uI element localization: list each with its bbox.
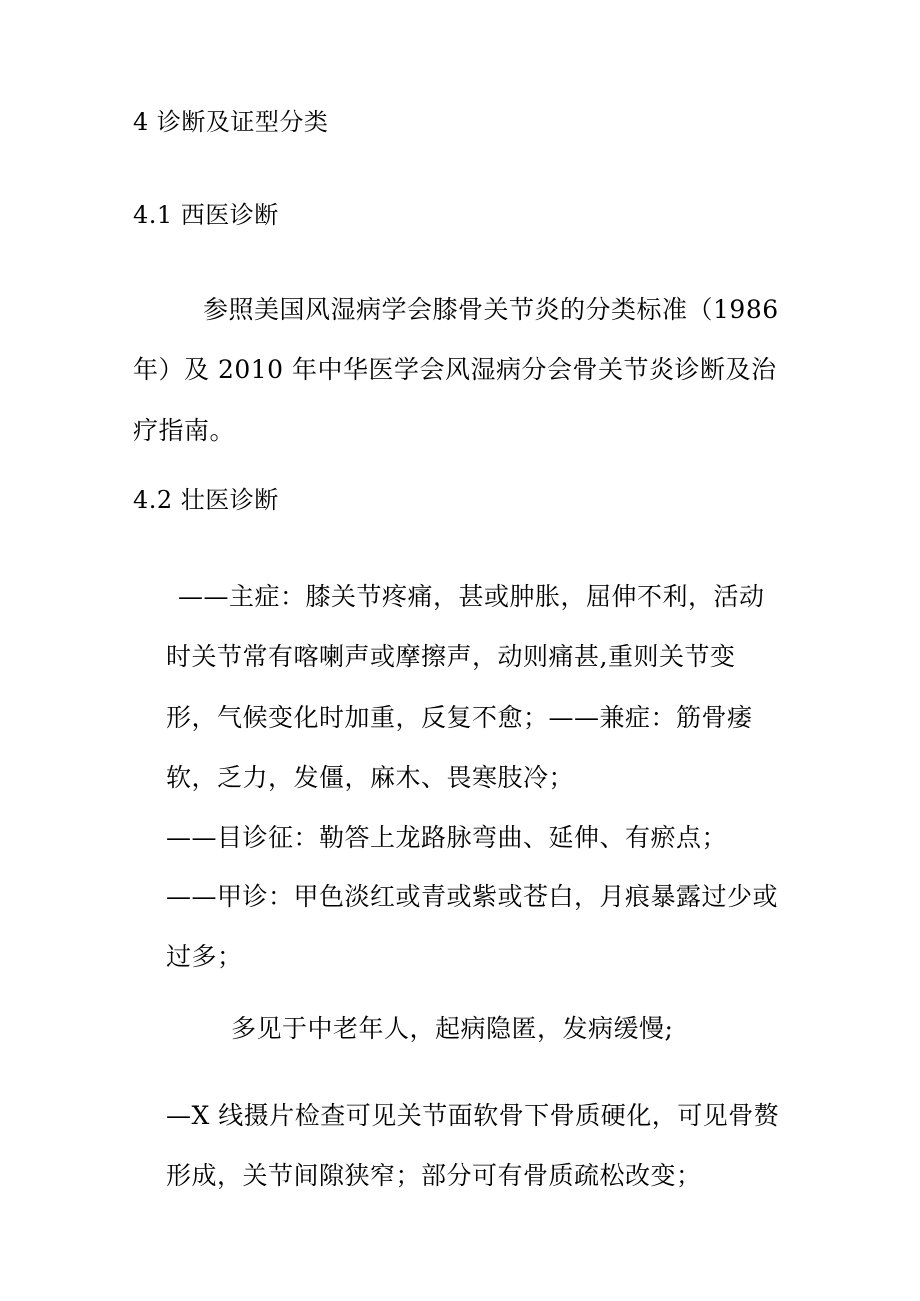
paragraph-line: 形，气候变化时加重，反复不愈；——兼症：筋骨痿 xyxy=(166,703,753,732)
paragraph-line: 形成，关节间隙狭窄；部分可有骨质疏松改变； xyxy=(166,1161,702,1190)
paragraph-line: ——甲诊：甲色淡红或青或紫或苍白，月痕暴露过少或 xyxy=(166,882,779,911)
paragraph-line: —X 线摄片检查可见关节面软骨下骨质硬化，可见骨赘 xyxy=(166,1101,780,1130)
paragraph-line: 软，乏力，发僵，麻木、畏寒肢冷； xyxy=(166,763,575,792)
paragraph-line: 参照美国风湿病学会膝骨关节炎的分类标准（1986 xyxy=(203,295,779,324)
subsection-heading-4-1: 4.1 西医诊断 xyxy=(133,201,279,229)
paragraph-line: 疗指南。 xyxy=(133,416,236,445)
section-heading-4: 4 诊断及证型分类 xyxy=(133,108,329,136)
paragraph-line: 过多； xyxy=(166,942,243,971)
subsection-heading-4-2: 4.2 壮医诊断 xyxy=(133,486,279,514)
paragraph-onset: 多见于中老年人，起病隐匿，发病缓慢; xyxy=(231,1014,674,1043)
paragraph-line: 年）及 2010 年中华医学会风湿病分会骨关节炎诊断及治 xyxy=(133,355,777,384)
paragraph-line: 时关节常有喀喇声或摩擦声，动则痛甚,重则关节变 xyxy=(166,642,736,671)
paragraph-eye-diagnosis: ——目诊征：勒答上龙路脉弯曲、延伸、有瘀点； xyxy=(166,823,728,852)
paragraph-line: ——主症：膝关节疼痛，甚或肿胀，屈伸不利，活动 xyxy=(178,582,765,611)
